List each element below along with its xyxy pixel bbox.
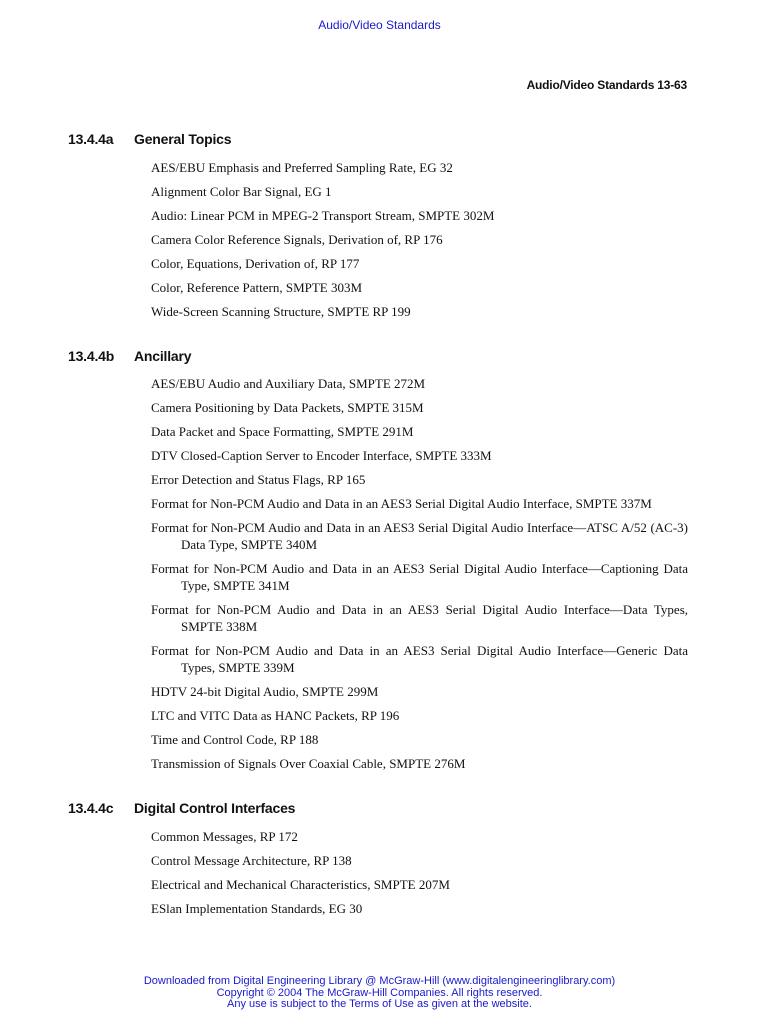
list-item: Data Packet and Space Formatting, SMPTE 291M xyxy=(151,424,414,439)
list-item: Common Messages, RP 172 xyxy=(151,829,298,844)
list-item: Format for Non-PCM Audio and Data in an AES3 Serial Digital Audio Interface—Generic Data Types, SMPTE 339M xyxy=(151,643,688,675)
list-item: DTV Closed-Caption Server to Encoder Interface, SMPTE 333M xyxy=(151,448,492,463)
list-item: Alignment Color Bar Signal, EG 1 xyxy=(151,184,332,199)
section-heading xyxy=(68,348,191,364)
section-number: 13.4.4c xyxy=(68,800,114,816)
list-item: Transmission of Signals Over Coaxial Cable, SMPTE 276M xyxy=(151,756,466,771)
list-item: Wide-Screen Scanning Structure, SMPTE RP 199 xyxy=(151,304,411,319)
entry-list xyxy=(151,375,688,779)
footer-copyright: Copyright © 2004 The McGraw-Hill Companies. All rights reserved. xyxy=(216,986,543,999)
list-item: Camera Positioning by Data Packets, SMPTE 315M xyxy=(151,400,424,415)
footer-terms-link[interactable]: Any use is subject to the Terms of Use as given at the website. xyxy=(227,998,532,1010)
list-item: LTC and VITC Data as HANC Packets, RP 196 xyxy=(151,708,400,723)
section-heading xyxy=(68,131,231,147)
list-item: Format for Non-PCM Audio and Data in an AES3 Serial Digital Audio Interface—Data Types, SMPTE 338M xyxy=(151,602,688,634)
list-item: Color, Equations, Derivation of, RP 177 xyxy=(151,256,360,271)
footer xyxy=(0,976,759,1011)
list-item: Electrical and Mechanical Characteristics, SMPTE 207M xyxy=(151,877,450,892)
footer-download-link[interactable]: Downloaded from Digital Engineering Library @ McGraw-Hill (www.digitalengineeringlibrary.com) xyxy=(143,975,616,987)
list-item: Audio: Linear PCM in MPEG-2 Transport Stream, SMPTE 302M xyxy=(151,208,495,223)
list-item: HDTV 24-bit Digital Audio, SMPTE 299M xyxy=(151,684,379,699)
section-title: Digital Control Interfaces xyxy=(134,800,296,816)
list-item: Error Detection and Status Flags, RP 165 xyxy=(151,472,366,487)
list-item: ESlan Implementation Standards, EG 30 xyxy=(151,901,363,916)
section-title: Ancillary xyxy=(134,348,192,364)
list-item: Format for Non-PCM Audio and Data in an AES3 Serial Digital Audio Interface, SMPTE 337M xyxy=(151,496,652,511)
list-item: Camera Color Reference Signals, Derivation of, RP 176 xyxy=(151,232,443,247)
running-head: Audio/Video Standards 13-63 xyxy=(526,78,687,92)
section-title: General Topics xyxy=(134,131,232,147)
entry-list xyxy=(151,828,688,924)
list-item: Format for Non-PCM Audio and Data in an AES3 Serial Digital Audio Interface—ATSC A/52 (AC-3) Data Type, SMPTE 340M xyxy=(151,520,688,552)
list-item: Format for Non-PCM Audio and Data in an AES3 Serial Digital Audio Interface—Captioning Data Type, SMPTE 341M xyxy=(151,561,688,593)
list-item: Control Message Architecture, RP 138 xyxy=(151,853,352,868)
list-item: Color, Reference Pattern, SMPTE 303M xyxy=(151,280,363,295)
section-number: 13.4.4b xyxy=(68,348,115,364)
section-heading xyxy=(68,800,295,816)
entry-list xyxy=(151,159,688,327)
section-number: 13.4.4a xyxy=(68,131,114,147)
list-item: AES/EBU Audio and Auxiliary Data, SMPTE 272M xyxy=(151,376,426,391)
list-item: AES/EBU Emphasis and Preferred Sampling Rate, EG 32 xyxy=(151,160,453,175)
top-title-link[interactable]: Audio/Video Standards xyxy=(318,18,441,32)
list-item: Time and Control Code, RP 188 xyxy=(151,732,319,747)
